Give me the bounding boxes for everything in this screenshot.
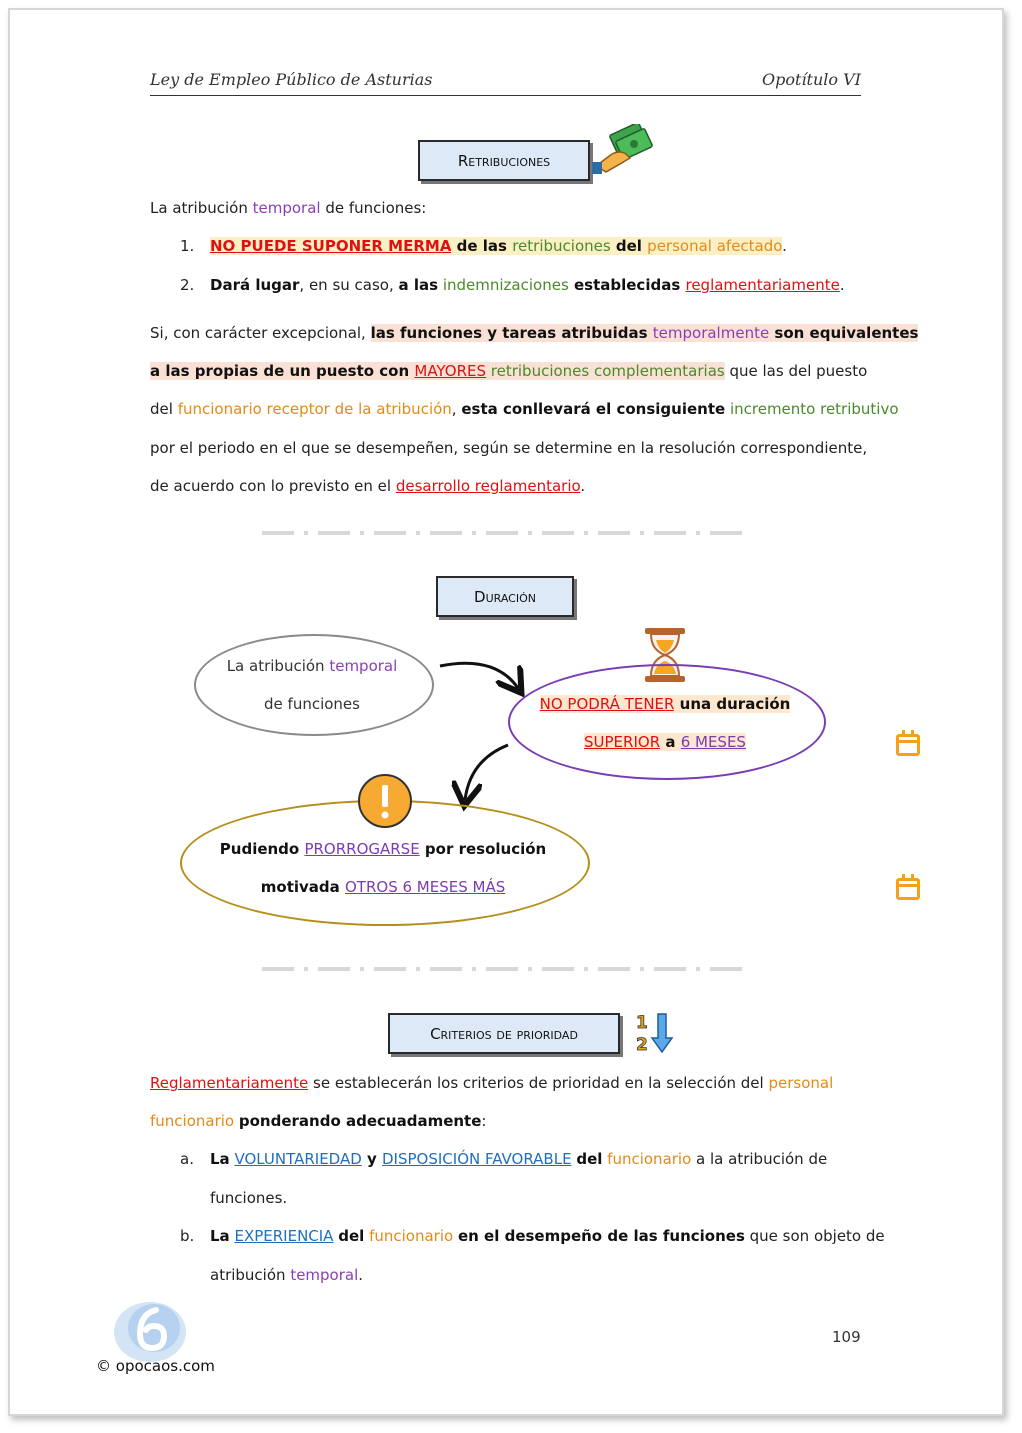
section-divider bbox=[262, 967, 742, 971]
paragraph-line-5: de acuerdo con lo previsto en el desarrollo reglamentario. bbox=[150, 477, 586, 495]
header-chapter: Opotítulo VI bbox=[762, 70, 861, 89]
criteria-item-a-cont: funciones. bbox=[210, 1189, 288, 1207]
ellipse-atribucion bbox=[194, 634, 434, 736]
ellipse-extension-line1: Pudiendo PRORROGARSE por resolución bbox=[219, 840, 547, 858]
svg-text:1: 1 bbox=[636, 1013, 648, 1033]
criteria-line-1: Reglamentariamente se establecerán los criterios de prioridad en la selección del personal bbox=[150, 1074, 834, 1092]
paragraph-line-2: a las propias de un puesto con MAYORES retribuciones complementarias que las del puesto bbox=[150, 362, 868, 380]
ellipse-limit bbox=[508, 664, 826, 780]
section-title-criterios: Criterios de prioridad bbox=[388, 1013, 620, 1054]
paragraph-line-4: por el periodo en el que se desempeñen, según se determine en la resolución correspondiente, bbox=[150, 439, 868, 457]
page-number: 109 bbox=[832, 1328, 861, 1346]
list-item-1: 1. NO PUEDE SUPONER MERMA de las retribuciones del personal afectado. bbox=[180, 237, 787, 255]
criteria-item-b-cont: atribución temporal. bbox=[210, 1266, 364, 1284]
sort-numeric-icon bbox=[634, 1010, 676, 1054]
paragraph-line-3: del funcionario receptor de la atribución, esta conllevará el consiguiente incremento retributivo bbox=[150, 400, 899, 418]
arrow-to-limit bbox=[440, 663, 518, 688]
ellipse-atribucion-line2: de funciones bbox=[264, 695, 360, 713]
brand-copyright: © opocaos.com bbox=[96, 1357, 215, 1375]
ellipse-atribucion-line1: La atribución temporal bbox=[226, 657, 398, 675]
warning-icon bbox=[356, 772, 414, 830]
svg-text:2: 2 bbox=[636, 1035, 648, 1054]
section-title-duracion: Duración bbox=[436, 576, 574, 617]
calendar-icon bbox=[896, 878, 920, 900]
section-title-retribuciones: Retribuciones bbox=[418, 140, 590, 181]
calendar-icon bbox=[896, 734, 920, 756]
list-item-2: 2. Dará lugar, en su caso, a las indemnizaciones establecidas reglamentariamente. bbox=[180, 276, 845, 294]
intro-line: La atribución temporal de funciones: bbox=[150, 199, 427, 217]
paragraph-line-1: Si, con carácter excepcional, las funciones y tareas atribuidas temporalmente son equivalentes bbox=[150, 324, 919, 342]
ellipse-limit-line1: NO PODRÁ TENER una duración bbox=[539, 695, 791, 713]
criteria-line-2: funcionario ponderando adecuadamente: bbox=[150, 1112, 487, 1130]
ellipse-extension-line2: motivada OTROS 6 MESES MÁS bbox=[260, 878, 506, 896]
arrow-to-extension bbox=[465, 745, 508, 800]
header-title: Ley de Empleo Público de Asturias bbox=[150, 70, 433, 89]
ellipse-limit-line2: SUPERIOR a 6 MESES bbox=[584, 733, 746, 751]
criteria-item-a: a. La VOLUNTARIEDAD y DISPOSICIÓN FAVORABLE del funcionario a la atribución de bbox=[180, 1150, 828, 1168]
criteria-item-b: b. La EXPERIENCIA del funcionario en el desempeño de las funciones que son objeto de bbox=[180, 1227, 885, 1245]
